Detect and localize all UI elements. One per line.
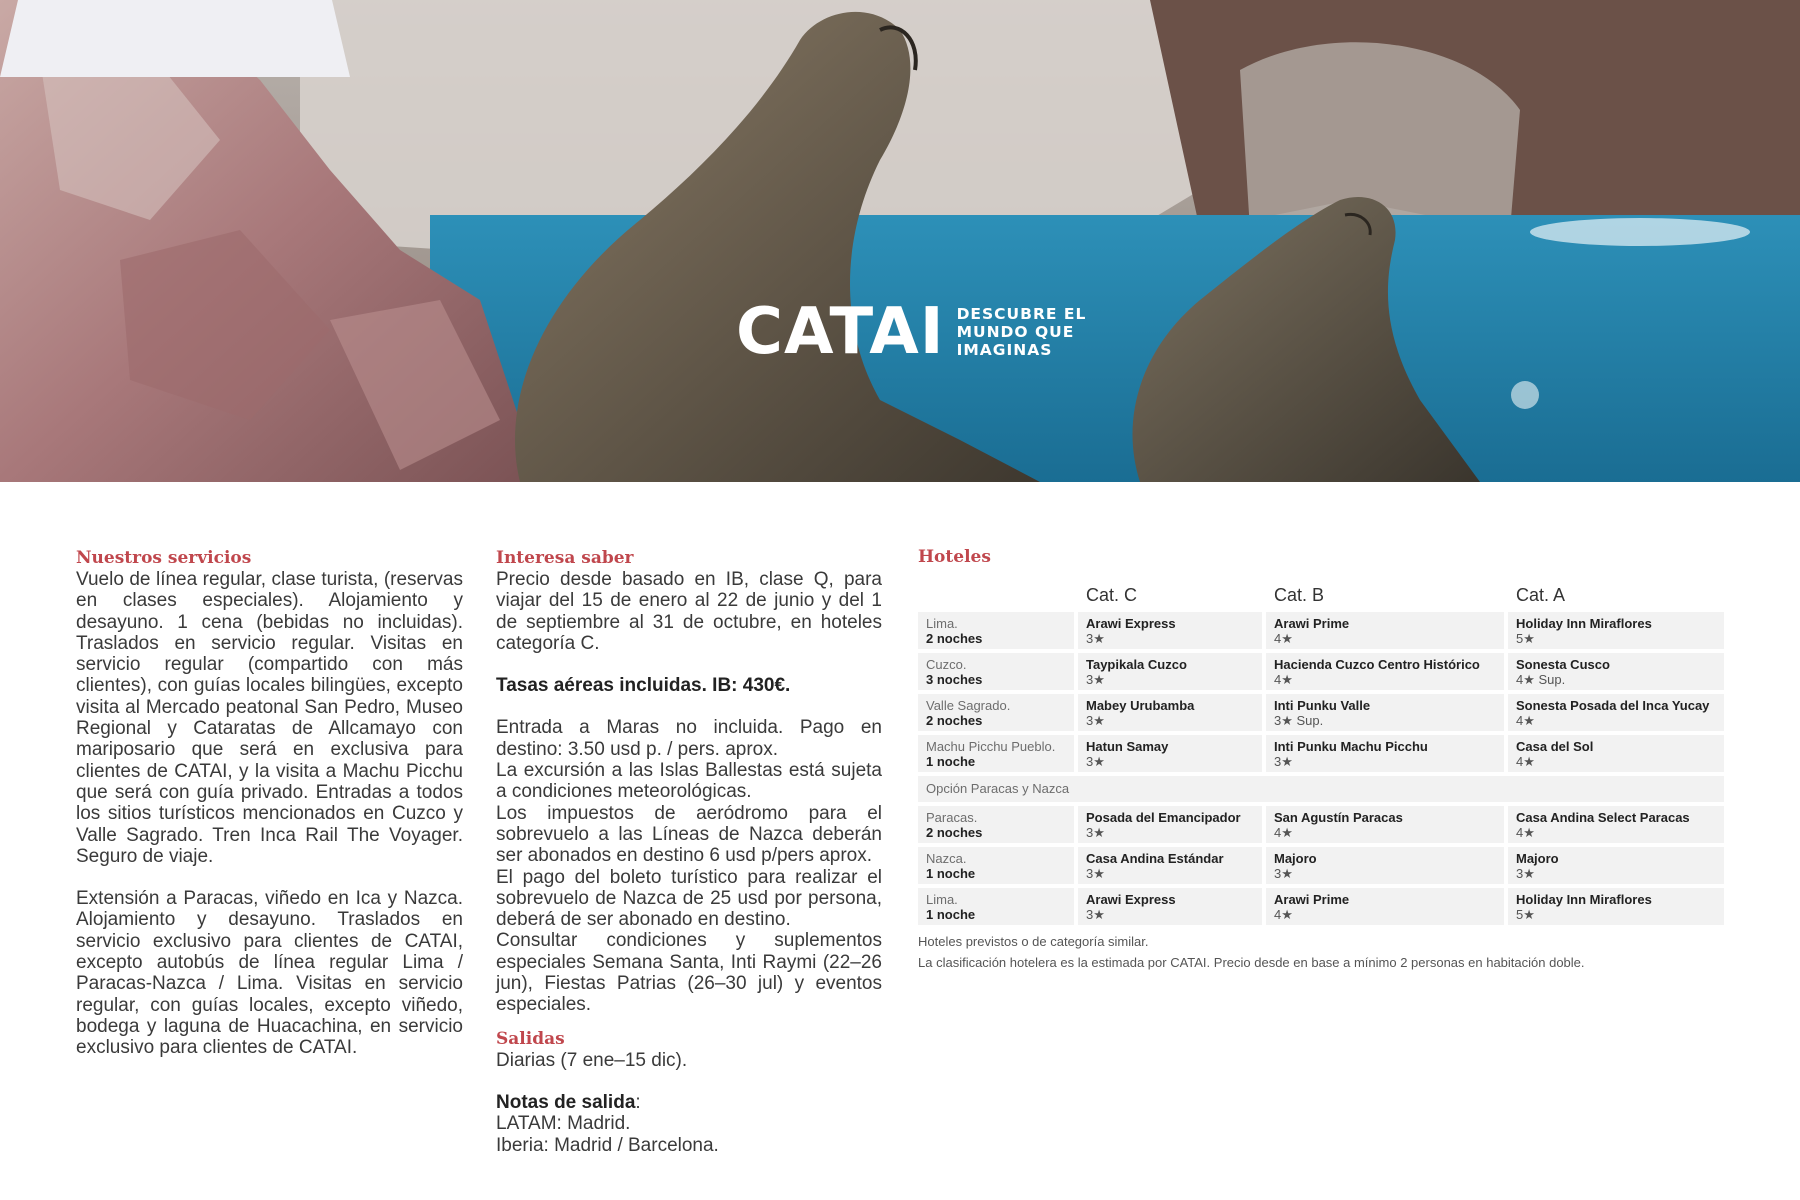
hotel-cat-b-cell-primary: Majoro [1274,851,1317,867]
hotel-cat-c-cell-secondary: 3★ [1086,754,1105,770]
hotel-cat-a-cell-primary: Casa del Sol [1516,739,1594,755]
hotel-cat-b-cell-secondary: 4★ [1274,672,1293,688]
hotels-note-1: Hoteles previstos o de categoría similar. [918,934,1149,950]
hotel-cat-a-cell [1508,847,1724,884]
hotels-heading: Hoteles [918,547,991,567]
destination-cell-primary: Paracas. [926,810,978,826]
services-paragraph-2: Extensión a Paracas, viñedo en Ica y Nazca. Alojamiento y desayuno. Traslados en servicio exclusivo para clientes de CATAI, excepto autobús de línea regular Lima / Paracas-Nazca / Lima. Visitas en servicio regular, con guías locales, excepto viñedo, bodega y laguna de Huacachina, en servicio exclusivo para clientes de CATAI. [76,888,463,1059]
hotels-note-2: La clasificación hotelera es la estimada por CATAI. Precio desde en base a mínimo 2 personas en habitación doble. [918,955,1585,971]
hotels-column [918,547,1724,973]
table-row [918,735,1724,772]
hotel-cat-c-cell [1078,888,1266,925]
hotel-cat-c-cell [1078,694,1266,731]
destination-cell [918,653,1078,690]
hotel-cat-b-cell [1266,806,1508,843]
table-row [918,612,1724,649]
destination-cell-secondary: 2 noches [926,631,983,647]
hotel-cat-b-cell-secondary: 3★ Sup. [1274,713,1324,729]
hotel-cat-c-cell [1078,612,1266,649]
table-row [918,847,1724,884]
destination-cell-secondary: 2 noches [926,825,983,841]
page-tab-shape [0,0,350,77]
departure-notes-colon: : [635,1091,641,1113]
hotel-cat-b-cell-primary: Hacienda Cuzco Centro Histórico [1274,657,1480,673]
info-p2: La excursión a las Islas Ballestas está sujeta a condiciones meteorológicas. [496,760,882,803]
table-row [918,694,1724,731]
option-row [918,776,1724,802]
info-taxes: Tasas aéreas incluidas. IB: 430€. [496,675,791,697]
hotel-cat-a-cell-secondary: 5★ [1516,907,1535,923]
info-price: Precio desde basado en IB, clase Q, para viajar del 15 de enero al 22 de junio y del 1 de septiembre al 31 de octubre, en hoteles categoría C. [496,569,882,654]
hero-photo [0,0,1800,482]
services-paragraph-1: Vuelo de línea regular, clase turista, (reservas en clases especiales). Alojamiento y desayuno. 1 cena (bebidas no incluidas). Traslados en servicio regular. Visitas en servicio regular (compartido con más clientes), con guías locales bilingües, excepto visita al Mercado peatonal San Pedro, Museo Regional y Cataratas de Allcamayo con mariposario que será en exclusiva para clientes de CATAI, y la visita a Machu Picchu que será con guía privado. Entradas a todos los sitios turísticos mencionados en Cuzco y Valle Sagrado. Tren Inca Rail The Voyager. Seguro de viaje. [76,569,463,867]
hotel-cat-b-cell-primary: Inti Punku Valle [1274,698,1371,714]
hotel-cat-c-cell-secondary: 3★ [1086,631,1105,647]
hotels-table-header [918,585,1724,608]
logo-wordmark: CATAI [736,295,945,369]
hotel-cat-b-cell-secondary: 3★ [1274,754,1293,770]
hotels-table [918,581,1724,929]
destination-cell [918,847,1078,884]
hotel-cat-a-cell-secondary: 4★ Sup. [1516,672,1566,688]
hotel-cat-c-cell-primary: Arawi Express [1086,616,1176,632]
hotel-cat-b-cell [1266,612,1508,649]
hotel-cat-c-cell-secondary: 3★ [1086,713,1105,729]
hotel-cat-a-cell [1508,888,1724,925]
option-label: Opción Paracas y Nazca [918,776,1724,802]
destination-cell-primary: Cuzco. [926,657,967,673]
hotel-cat-b-cell [1266,888,1508,925]
info-p3: Los impuestos de aeródromo para el sobrevuelo a las Líneas de Nazca deberán ser abonados en destino 6 usd p/pers aprox. [496,802,882,867]
hotel-cat-b-cell-primary: Inti Punku Machu Picchu [1274,739,1428,755]
hotel-cat-c-cell [1078,847,1266,884]
destination-cell [918,888,1078,925]
destination-cell-primary: Valle Sagrado. [926,698,1011,714]
hotel-cat-a-cell [1508,694,1724,731]
hotel-cat-b-cell-secondary: 4★ [1274,825,1293,841]
hotel-cat-a-cell-primary: Majoro [1516,851,1559,867]
destination-cell [918,612,1078,649]
services-heading: Nuestros servicios [76,548,252,568]
hotel-cat-a-cell [1508,612,1724,649]
tagline-line-3: IMAGINAS [956,341,1053,359]
destination-cell-primary: Nazca. [926,851,967,867]
hotel-cat-a-cell-primary: Casa Andina Select Paracas [1516,810,1690,826]
departures-heading: Salidas [496,1028,565,1049]
header-cat-b: Cat. B [1274,585,1325,605]
hotel-cat-b-cell [1266,735,1508,772]
departure-notes-heading: Notas de salida [496,1091,636,1113]
hotel-cat-a-cell-secondary: 4★ [1516,754,1535,770]
departures-text: Diarias (7 ene–15 dic). [496,1049,688,1071]
destination-cell-primary: Machu Picchu Pueblo. [926,739,1056,755]
destination-cell-secondary: 1 noche [926,907,976,923]
departure-note-2: Iberia: Madrid / Barcelona. [496,1134,719,1156]
header-blank [918,585,1078,608]
destination-cell-secondary: 1 noche [926,866,976,882]
destination-cell [918,806,1078,843]
catai-logo [736,295,1087,369]
hotel-cat-b-cell-secondary: 4★ [1274,907,1293,923]
destination-cell-secondary: 2 noches [926,713,983,729]
destination-cell-secondary: 3 noches [926,672,983,688]
info-heading: Interesa saber [496,548,634,568]
services-column [76,548,463,1059]
header-cat-a: Cat. A [1516,585,1566,605]
hotel-cat-c-cell-primary: Mabey Urubamba [1086,698,1195,714]
hotel-cat-a-cell-primary: Sonesta Posada del Inca Yucay [1516,698,1710,714]
hotel-cat-b-cell-primary: Arawi Prime [1274,616,1350,632]
hotel-cat-c-cell-primary: Posada del Emancipador [1086,810,1241,826]
hotel-cat-a-cell-secondary: 4★ [1516,825,1535,841]
hotel-cat-b-cell-primary: Arawi Prime [1274,892,1350,908]
hotel-cat-a-cell-primary: Sonesta Cusco [1516,657,1610,673]
hotels-notes [918,931,1724,973]
hotel-cat-a-cell-secondary: 3★ [1516,866,1535,882]
hotel-cat-c-cell-primary: Hatun Samay [1086,739,1169,755]
tagline-line-2: MUNDO QUE [956,323,1075,341]
hotel-cat-c-cell-secondary: 3★ [1086,825,1105,841]
hotels-table-body [918,612,1724,925]
hotel-cat-b-cell-secondary: 3★ [1274,866,1293,882]
hotel-cat-b-cell-primary: San Agustín Paracas [1274,810,1403,826]
destination-cell [918,735,1078,772]
hotel-cat-b-cell-secondary: 4★ [1274,631,1293,647]
hotel-cat-a-cell-secondary: 4★ [1516,713,1535,729]
info-p1: Entrada a Maras no incluida. Pago en destino: 3.50 usd p. / pers. aprox. [496,717,882,760]
hotel-cat-a-cell [1508,735,1724,772]
destination-cell-primary: Lima. [926,892,958,908]
hotel-cat-a-cell-primary: Holiday Inn Miraflores [1516,616,1652,632]
hotel-cat-b-cell [1266,847,1508,884]
hotel-cat-a-cell [1508,806,1724,843]
hotel-cat-c-cell [1078,806,1266,843]
table-row [918,653,1724,690]
hotel-cat-a-cell-secondary: 5★ [1516,631,1535,647]
hotel-cat-c-cell [1078,653,1266,690]
hotel-cat-b-cell [1266,694,1508,731]
destination-cell-primary: Lima. [926,616,958,632]
header-cat-c: Cat. C [1086,585,1138,605]
departure-note-1: LATAM: Madrid. [496,1113,631,1135]
hotel-cat-b-cell [1266,653,1508,690]
hotel-cat-c-cell [1078,735,1266,772]
info-p5: Consultar condiciones y suplementos especiales Semana Santa, Inti Raymi (22–26 jun), Fiestas Patrias (26–30 jul) y eventos especiales. [496,930,882,1016]
destination-cell-secondary: 1 noche [926,754,976,770]
info-p4: El pago del boleto turístico para realizar el sobrevuelo de Nazca de 25 usd por persona, deberá de ser abonado en destino. [496,866,882,931]
destination-cell [918,694,1078,731]
table-row [918,806,1724,843]
tagline-line-1: DESCUBRE EL [956,305,1087,323]
hotel-cat-a-cell [1508,653,1724,690]
logo-tagline [957,305,1087,359]
hotel-cat-a-cell-primary: Holiday Inn Miraflores [1516,892,1652,908]
hotel-cat-c-cell-secondary: 3★ [1086,866,1105,882]
table-row [918,888,1724,925]
info-column [496,548,882,1156]
hotel-cat-c-cell-secondary: 3★ [1086,672,1105,688]
hotel-cat-c-cell-secondary: 3★ [1086,907,1105,923]
hotel-cat-c-cell-primary: Taypikala Cuzco [1086,657,1187,673]
hotel-cat-c-cell-primary: Arawi Express [1086,892,1176,908]
hotel-cat-c-cell-primary: Casa Andina Estándar [1086,851,1224,867]
